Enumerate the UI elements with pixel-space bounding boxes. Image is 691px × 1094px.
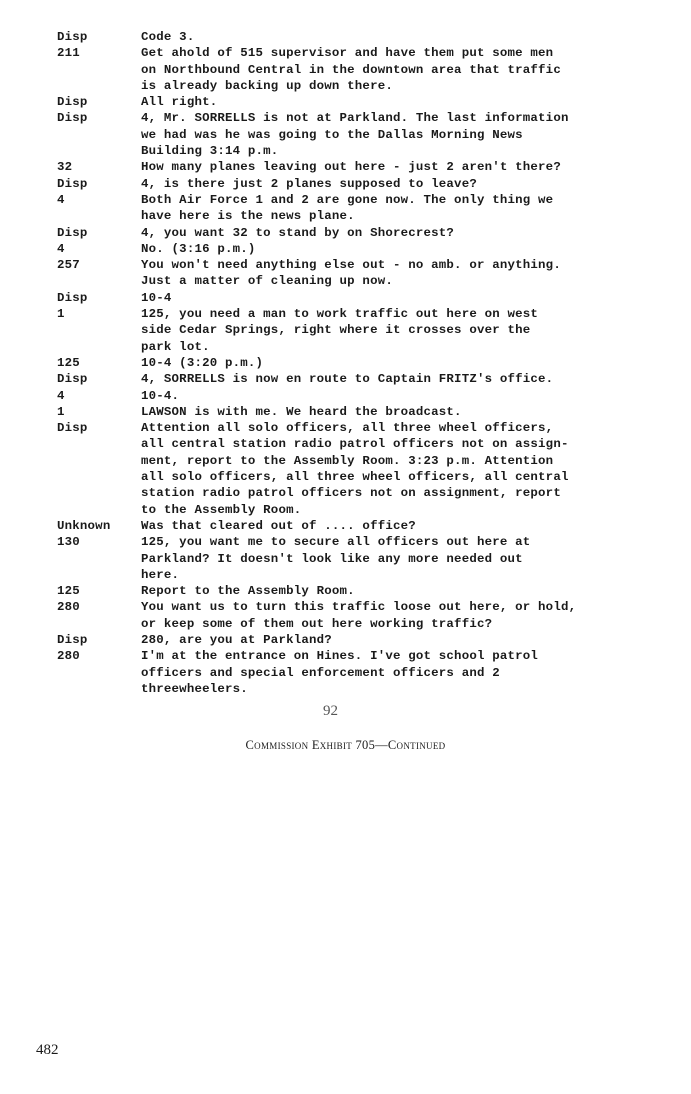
transcript-entry (57, 583, 657, 599)
message-text: Report to the Assembly Room. (141, 584, 355, 599)
message-text: 125, you want me to secure all officers out here at Parkland? It doesn't look like any more needed out here. (141, 535, 531, 582)
speaker-label: 125 (57, 355, 80, 370)
transcript-entry (57, 241, 657, 257)
transcript-entry (57, 534, 657, 583)
transcript-entry (57, 420, 657, 518)
speaker-label: 280 (57, 649, 80, 664)
transcript-entry (57, 192, 657, 225)
message-text: You won't need anything else out - no amb. or anything. Just a matter of cleaning up now. (141, 258, 561, 289)
message-text: How many planes leaving out here - just 2 aren't there? (141, 160, 561, 175)
message-text: Both Air Force 1 and 2 are gone now. The only thing we have here is the news plane. (141, 192, 554, 224)
message-text: LAWSON is with me. We heard the broadcast. (141, 404, 462, 419)
transcript-entry (57, 599, 657, 632)
speaker-label: Disp (57, 290, 88, 305)
radio-transcript (57, 29, 657, 697)
speaker-label: Disp (57, 372, 88, 387)
transcript-entry (57, 648, 657, 697)
transcript-entry (57, 632, 657, 648)
transcript-entry (57, 110, 657, 159)
speaker-label: 257 (57, 258, 80, 273)
speaker-label: 211 (57, 46, 80, 61)
transcript-entry (57, 94, 657, 110)
message-text: Get ahold of 515 supervisor and have them put some men on Northbound Central in the downtown area that traffic is already backing up down there. (141, 46, 561, 93)
message-text: 4, Mr. SORRELLS is not at Parkland. The last information we had was he was going to the Dallas Morning News Building 3:14 p.m. (141, 111, 569, 159)
transcript-entry (57, 355, 657, 371)
speaker-label: 280 (57, 600, 80, 615)
message-text: Was that cleared out of .... office? (141, 518, 416, 533)
message-text: Code 3. (141, 30, 195, 44)
message-text: You want us to turn this traffic loose out here, or hold, or keep some of them out here working traffic? (141, 600, 577, 631)
speaker-label: Disp (57, 95, 88, 110)
transcript-entry (57, 388, 657, 404)
speaker-label: Disp (57, 632, 88, 647)
exhibit-caption: Commission Exhibit 705—Continued (245, 738, 446, 752)
transcript-entry (57, 306, 657, 355)
message-text: Attention all solo officers, all three wheel officers, all central station radio patrol officers not on assign- ment, report to the Assembly Room. 3:23 p.m. Attention all solo officers, all three wheel officers, all central station radio patrol officers not on assignment, report to the Assembly Room. (141, 421, 569, 517)
speaker-label: 4 (57, 241, 65, 256)
message-text: 10-4. (141, 388, 180, 403)
speaker-label: Disp (57, 111, 88, 126)
speaker-label: 1 (57, 404, 65, 419)
speaker-label: 32 (57, 160, 73, 175)
speaker-label: 125 (57, 584, 80, 599)
transcript-entry (57, 518, 657, 534)
transcript-entry (57, 257, 657, 290)
speaker-label: Disp (57, 225, 88, 240)
speaker-label: 1 (57, 307, 65, 322)
speaker-label: Disp (57, 30, 88, 44)
speaker-label: 4 (57, 388, 65, 403)
transcript-entry (57, 45, 657, 94)
message-text: No. (3:16 p.m.) (141, 241, 256, 256)
transcript-entry (57, 290, 657, 306)
message-text: 4, is there just 2 planes supposed to leave? (141, 176, 477, 191)
message-text: 4, SORRELLS is now en route to Captain FRITZ's office. (141, 372, 554, 387)
page-mark: 92 (323, 703, 338, 719)
speaker-label: 130 (57, 535, 80, 550)
transcript-entry (57, 176, 657, 192)
speaker-label: Disp (57, 421, 88, 436)
page-number: 482 (36, 1042, 59, 1058)
transcript-entry (57, 225, 657, 241)
message-text: I'm at the entrance on Hines. I've got school patrol officers and special enforcement officers and 2 threewheelers. (141, 649, 539, 696)
transcript-entry (57, 159, 657, 175)
transcript-entry (57, 29, 657, 45)
speaker-label: 4 (57, 192, 65, 207)
message-text: 4, you want 32 to stand by on Shorecrest? (141, 225, 455, 240)
message-text: All right. (141, 95, 218, 110)
speaker-label: Unknown (57, 518, 111, 533)
message-text: 280, are you at Parkland? (141, 632, 332, 647)
speaker-label: Disp (57, 176, 88, 191)
message-text: 10-4 (141, 290, 172, 305)
message-text: 10-4 (3:20 p.m.) (141, 355, 264, 370)
transcript-entry (57, 404, 657, 420)
transcript-entry (57, 371, 657, 387)
message-text: 125, you need a man to work traffic out here on west side Cedar Springs, right where it crosses over the park lot. (141, 307, 539, 354)
